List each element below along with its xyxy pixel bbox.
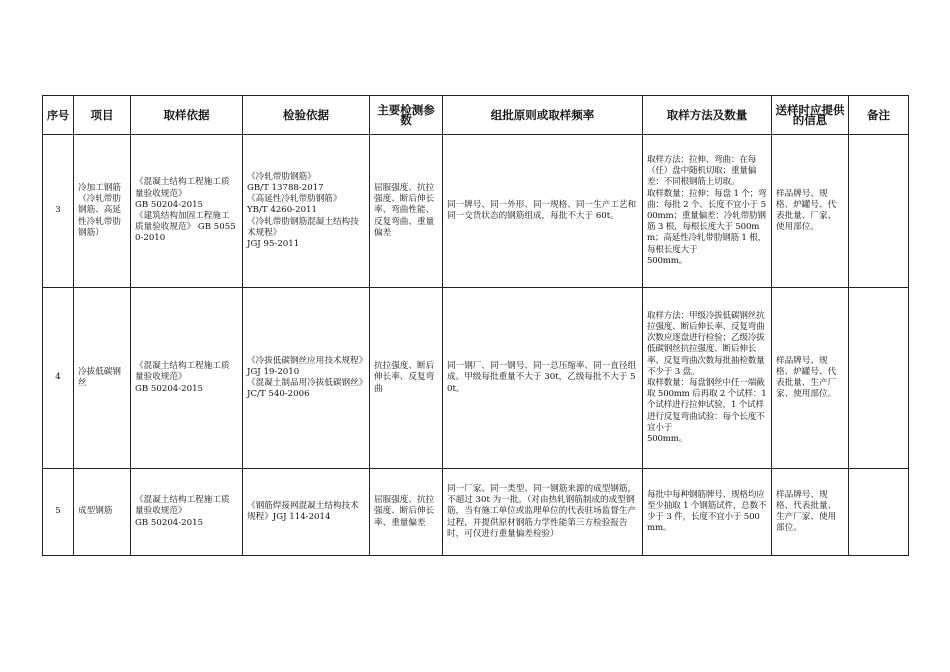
cell-serial-no: 3 xyxy=(43,135,74,288)
cell-test-basis: 《冷轧带肋钢筋》 GB/T 13788-2017 《高延性冷轧带肋钢筋》 YB/T 4260-2011 《冷轧带肋钢筋混凝土结构技术规程》 JGJ 95-2011 xyxy=(243,135,370,288)
header-remark: 备注 xyxy=(849,96,909,135)
cell-test-basis: 《钢筋焊接网混凝土结构技术规程》JGJ 114-2014 xyxy=(243,469,370,556)
cell-serial-no: 5 xyxy=(43,469,74,556)
header-sampling-method: 取样方法及数量 xyxy=(643,96,772,135)
cell-remark xyxy=(849,288,909,469)
material-sampling-table xyxy=(42,95,909,556)
header-item: 项目 xyxy=(74,96,131,135)
cell-sampling-basis: 《混凝土结构工程施工质量验收规范》 GB 50204-2015 xyxy=(131,469,243,556)
cell-sampling-method: 取样方法：甲级冷拔低碳钢丝抗拉强度、断后伸长率、反复弯曲次数应逐盘进行检验；乙级冷拔低碳钢丝抗拉强度、断后伸长率、反复弯曲次数每批抽检数量不少于 3 盘。 取样数量：每盘钢丝中任一端截取 500mm 后再取 2 个试样：1 个试样进行拉伸试验，1 个试样进行反复弯曲试验：每个长度不宜小于 500mm。 xyxy=(643,288,772,469)
cell-submission-info: 样品牌号、规格、炉罐号、代表批量、生产厂家、使用部位。 xyxy=(772,288,849,469)
cell-sampling-basis: 《混凝土结构工程施工质量验收规范》 GB 50204-2015 《建筑结构加固工程施工质量验收规范》 GB 50550-2010 xyxy=(131,135,243,288)
table-row-cold-worked-rebar xyxy=(43,135,909,288)
header-main-parameters: 主要检测参数 xyxy=(370,96,443,135)
table-row-cold-drawn-wire xyxy=(43,288,909,469)
cell-batching: 同一厂家、同一类型、同一钢筋来源的成型钢筋，不超过 30t 为一批。（对由热轧钢筋制成的成型钢筋，当有施工单位或监理单位的代表驻场监督生产过程，并提供原材钢筋力学性能第三方检验报告时，可仅进行重量偏差检验） xyxy=(443,469,643,556)
cell-batching: 同一牌号、同一外形、同一规格、同一生产工艺和同一交货状态的钢筋组成，每批不大于 60t。 xyxy=(443,135,643,288)
cell-serial-no: 4 xyxy=(43,288,74,469)
cell-parameters: 屈服强度、抗拉强度、断后伸长率、重量偏差 xyxy=(370,469,443,556)
cell-parameters: 抗拉强度、断后伸长率、反复弯曲 xyxy=(370,288,443,469)
table-row-formed-rebar xyxy=(43,469,909,556)
cell-batching: 同一钢厂、同一钢号、同一总压缩率、同一直径组成。甲级每批重量不大于 30t，乙级每批不大于 50t。 xyxy=(443,288,643,469)
header-submission-info: 送样时应提供的信息 xyxy=(772,96,849,135)
header-test-basis: 检验依据 xyxy=(243,96,370,135)
cell-remark xyxy=(849,135,909,288)
header-sampling-basis: 取样依据 xyxy=(131,96,243,135)
cell-sampling-method: 每批中每种钢筋牌号、规格均应至少抽取 1 个钢筋试件，总数不少于 3 件，长度不宜小于 500mm。 xyxy=(643,469,772,556)
header-serial-no: 序号 xyxy=(43,96,74,135)
cell-test-basis: 《冷拔低碳钢丝应用技术规程》JGJ 19-2010 《混凝土制品用冷拔低碳钢丝》JC/T 540-2006 xyxy=(243,288,370,469)
cell-remark xyxy=(849,469,909,556)
cell-parameters: 屈服强度、抗拉强度、断后伸长率、弯曲性能、反复弯曲、重量偏差 xyxy=(370,135,443,288)
table-header-row xyxy=(43,96,909,135)
cell-item: 成型钢筋 xyxy=(74,469,131,556)
cell-submission-info: 样品牌号、规格、炉罐号、代表批量、厂家、使用部位。 xyxy=(772,135,849,288)
cell-item: 冷加工钢筋（冷轧带肋钢筋、高延性冷轧带肋钢筋） xyxy=(74,135,131,288)
cell-item: 冷拔低碳钢丝 xyxy=(74,288,131,469)
cell-submission-info: 样品牌号、规格、代表批量、生产厂家、使用部位。 xyxy=(772,469,849,556)
header-batching-rule: 组批原则或取样频率 xyxy=(443,96,643,135)
cell-sampling-method: 取样方法：拉伸、弯曲：在每（任）盘中随机切取；重量偏差：不同根钢筋上切取。 取样数量：拉伸：每盘 1 个；弯曲：每批 2 个、长度不宜小于 500mm；重量偏差：冷轧带肋钢筋 3 根，每根长度大于 500mm；高延性冷轧带肋钢筋 1 根，每根长度大于 500mm。 xyxy=(643,135,772,288)
cell-sampling-basis: 《混凝土结构工程施工质量验收规范》 GB 50204-2015 xyxy=(131,288,243,469)
